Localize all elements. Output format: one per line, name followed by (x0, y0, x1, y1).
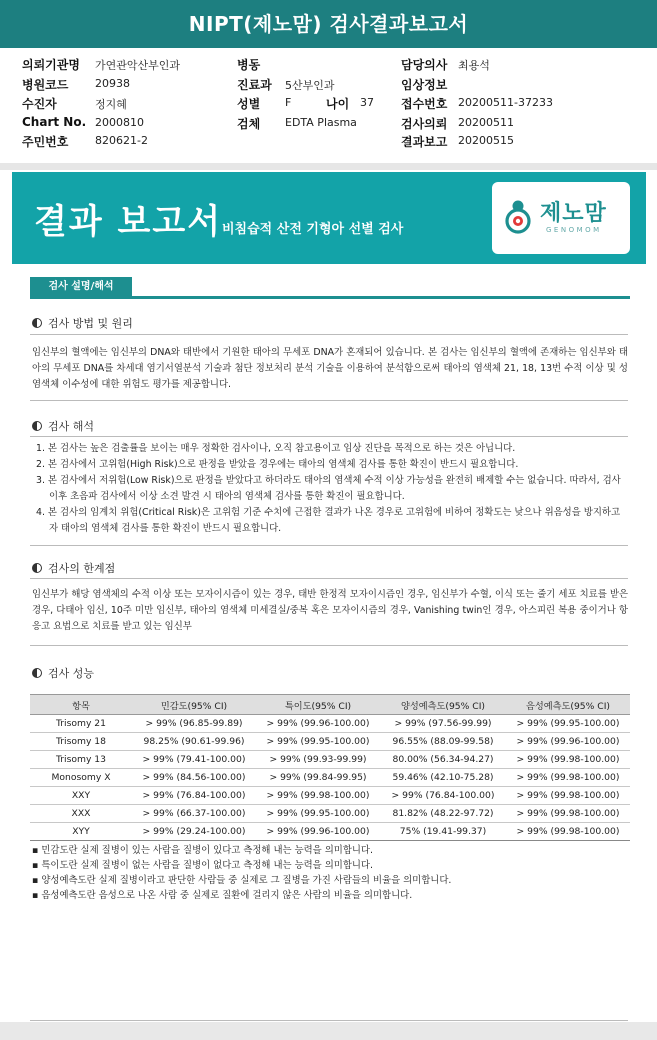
divider (30, 578, 628, 579)
divider (30, 545, 628, 546)
table-cell: 81.82% (48.22-97.72) (380, 805, 506, 823)
column-header: 민감도(95% CI) (132, 695, 256, 715)
logo-mark-icon (504, 199, 532, 235)
note-item: ▪ 양성예측도란 실제 질병이라고 판단한 사람들 중 실제로 그 질병을 가진 사람들의 비율을 의미합니다. (32, 875, 452, 886)
table-cell: Trisomy 18 (30, 733, 132, 751)
list-item: 4. 본 검사의 임계치 위험(Critical Risk)은 고위험 기준 수치에 근접한 결과가 나온 경우로 고위험에 비하여 정확도는 낮으나 위음성을 방지하고자 태아의 염색체 검사를 통한 확진이 반드시 필요합니다. (36, 507, 620, 534)
divider (30, 334, 628, 335)
report-date-value: 20200515 (458, 134, 514, 147)
header-separator (0, 163, 657, 170)
table-cell: > 99% (99.98-100.00) (506, 805, 630, 823)
table-row (30, 769, 630, 787)
table-cell: > 99% (99.93-99.99) (256, 751, 380, 769)
table-cell: > 99% (99.96-100.00) (256, 823, 380, 841)
table-row (30, 751, 630, 769)
half-circle-icon (32, 668, 42, 678)
perf-heading: 검사 성능 (32, 665, 94, 681)
list-item: 1. 본 검사는 높은 검출률을 보이는 매우 정확한 검사이나, 오직 참고용이고 임상 진단을 목적으로 하는 것은 아닙니다. (36, 443, 516, 454)
logo-subtext: GENOMOM (546, 226, 602, 234)
table-cell: > 99% (99.95-100.00) (256, 733, 380, 751)
table-cell: > 99% (99.84-99.95) (256, 769, 380, 787)
list-item: 3. 본 검사에서 저위험(Low Risk)으로 판정을 받았다고 하더라도 태아의 염색체 수적 이상 가능성을 완전히 배제할 수는 없습니다. 따라서, 검사 이후 초음파 검사에서 이상 소견 발견 시 태아의 염색체 검사를 통한 확진이 필요합니다. (36, 475, 621, 502)
patient-info (0, 52, 657, 162)
receipt-value: 20200511-37233 (458, 96, 553, 109)
report-date-label: 결과보고 (401, 135, 448, 149)
table-cell: > 99% (96.85-99.89) (132, 715, 256, 733)
table-cell: > 99% (99.96-100.00) (506, 733, 630, 751)
table-cell: 98.25% (90.61-99.96) (132, 733, 256, 751)
chart-value: 2000810 (95, 116, 144, 129)
table-cell: > 99% (99.95-100.00) (506, 715, 630, 733)
table-row (30, 715, 630, 733)
institution-label: 의뢰기관명 (22, 58, 80, 72)
table-cell: Trisomy 21 (30, 715, 132, 733)
column-header: 양성예측도(95% CI) (380, 695, 506, 715)
column-header: 음성예측도(95% CI) (506, 695, 630, 715)
table-cell: > 99% (76.84-100.00) (132, 787, 256, 805)
table-cell: > 99% (99.98-100.00) (506, 751, 630, 769)
interp-heading: 검사 해석 (32, 418, 94, 434)
half-circle-icon (32, 563, 42, 573)
logo-text: 제노맘 (540, 201, 607, 226)
divider (30, 436, 628, 437)
table-cell: XYY (30, 823, 132, 841)
column-header: 항목 (30, 695, 132, 715)
specimen-value: EDTA Plasma (285, 116, 357, 129)
table-row (30, 823, 630, 841)
note-item: ▪ 특이도란 실제 질병이 없는 사람을 질병이 없다고 측정해 내는 능력을 의미합니다. (32, 860, 373, 871)
divider (30, 645, 628, 646)
section-tab: 검사 설명/해석 (30, 277, 132, 296)
table-cell: 96.55% (88.09-99.58) (380, 733, 506, 751)
table-row (30, 805, 630, 823)
table-cell: > 99% (99.96-100.00) (256, 715, 380, 733)
hospital-code-label: 병원코드 (22, 78, 69, 92)
dept-label: 진료과 (237, 78, 272, 92)
patient-label: 수진자 (22, 97, 57, 111)
interp-list (36, 441, 626, 537)
table-cell: > 99% (99.95-100.00) (256, 805, 380, 823)
table-cell: 80.00% (56.34-94.27) (380, 751, 506, 769)
ward-label: 병동 (237, 58, 261, 72)
section-underline (30, 296, 630, 299)
footer-band (0, 1022, 657, 1040)
table-cell: 59.46% (42.10-75.28) (380, 769, 506, 787)
table-cell: > 99% (84.56-100.00) (132, 769, 256, 787)
limit-heading: 검사의 한계점 (32, 560, 115, 576)
note-item: ▪ 민감도란 실제 질병이 있는 사람을 질병이 있다고 측정해 내는 능력을 의미합니다. (32, 845, 373, 856)
clinical-label: 임상정보 (401, 78, 448, 92)
receipt-label: 접수번호 (401, 97, 448, 111)
table-row (30, 733, 630, 751)
request-label: 검사의뢰 (401, 117, 448, 131)
table-cell: > 99% (99.98-100.00) (506, 787, 630, 805)
table-cell: > 99% (76.84-100.00) (380, 787, 506, 805)
hospital-code-value: 20938 (95, 77, 130, 90)
patient-value: 정지혜 (95, 98, 127, 111)
table-cell: > 99% (79.41-100.00) (132, 751, 256, 769)
table-cell: Monosomy X (30, 769, 132, 787)
table-cell: > 99% (99.98-100.00) (256, 787, 380, 805)
resident-label: 주민번호 (22, 135, 69, 149)
table-cell: > 99% (66.37-100.00) (132, 805, 256, 823)
table-cell: 75% (19.41-99.37) (380, 823, 506, 841)
table-row (30, 787, 630, 805)
resident-value: 820621-2 (95, 134, 148, 147)
report-title: NIPT(제노맘) 검사결과보고서 (0, 0, 657, 48)
half-circle-icon (32, 421, 42, 431)
age-label: 나이 (326, 97, 350, 111)
table-cell: XXY (30, 787, 132, 805)
method-text: 임신부의 혈액에는 임신부의 DNA와 태반에서 기원한 태아의 무세포 DNA가 혼재되어 있습니다. 본 검사는 임신부의 혈액에 존재하는 임신부와 태아의 무세포 DNA를 차세대 염기서열분석 기술과 첨단 정보처리 분석 기술을 이용하여 분석함으로써 태아의 염색체 21, 18, 13번 수적 이상 및 성염색체 이수성에 대한 위험도 평가를 제공합니다. (32, 347, 628, 390)
genomom-logo (492, 182, 630, 254)
note-item: ▪ 음성예측도란 음성으로 나온 사람 중 실제로 질환에 걸리지 않은 사람의 비율을 의미합니다. (32, 890, 413, 901)
banner-subtitle: 비침습적 산전 기형아 선별 검사 (222, 222, 404, 237)
chart-label: Chart No. (22, 115, 87, 129)
result-banner (12, 172, 646, 264)
table-cell: > 99% (97.56-99.99) (380, 715, 506, 733)
footer-divider (30, 1020, 628, 1021)
table-header-row (30, 695, 630, 715)
performance-table (30, 694, 630, 841)
dept-value: 5산부인과 (285, 79, 335, 92)
divider (30, 400, 628, 401)
table-cell: XXX (30, 805, 132, 823)
limit-text: 임신부가 해당 염색체의 수적 이상 또는 모자이시즘이 있는 경우, 태반 한정적 모자이시즘인 경우, 임신부가 수혈, 이식 또는 줄기 세포 치료를 받은 경우, 다태아 임신, 10주 미만 임신부, 태아의 염색체 미세결실/중복 혹은 모자이시즘의 경우, Vanishing twin인 경우, 아스피린 복용 중이거나 항 응고 요법으로 치료를 받고 있는 임신부 (32, 589, 628, 632)
doctor-label: 담당의사 (401, 58, 448, 72)
method-heading: 검사 방법 및 원리 (32, 315, 133, 331)
table-cell: > 99% (99.98-100.00) (506, 823, 630, 841)
doctor-value: 최용석 (458, 59, 490, 72)
half-circle-icon (32, 318, 42, 328)
list-item: 2. 본 검사에서 고위험(High Risk)으로 판정을 받았을 경우에는 태아의 염색체 검사를 통한 확진이 반드시 필요합니다. (36, 459, 519, 470)
table-cell: > 99% (29.24-100.00) (132, 823, 256, 841)
column-header: 특이도(95% CI) (256, 695, 380, 715)
sex-label: 성별 (237, 97, 261, 111)
institution-value: 가연관악산부인과 (95, 59, 181, 72)
table-cell: > 99% (99.98-100.00) (506, 769, 630, 787)
request-value: 20200511 (458, 116, 514, 129)
sex-value: F (285, 96, 292, 109)
definition-notes (32, 843, 628, 903)
table-cell: Trisomy 13 (30, 751, 132, 769)
age-value: 37 (360, 96, 374, 109)
specimen-label: 검체 (237, 117, 261, 131)
banner-title: 결과 보고서 (34, 202, 223, 242)
